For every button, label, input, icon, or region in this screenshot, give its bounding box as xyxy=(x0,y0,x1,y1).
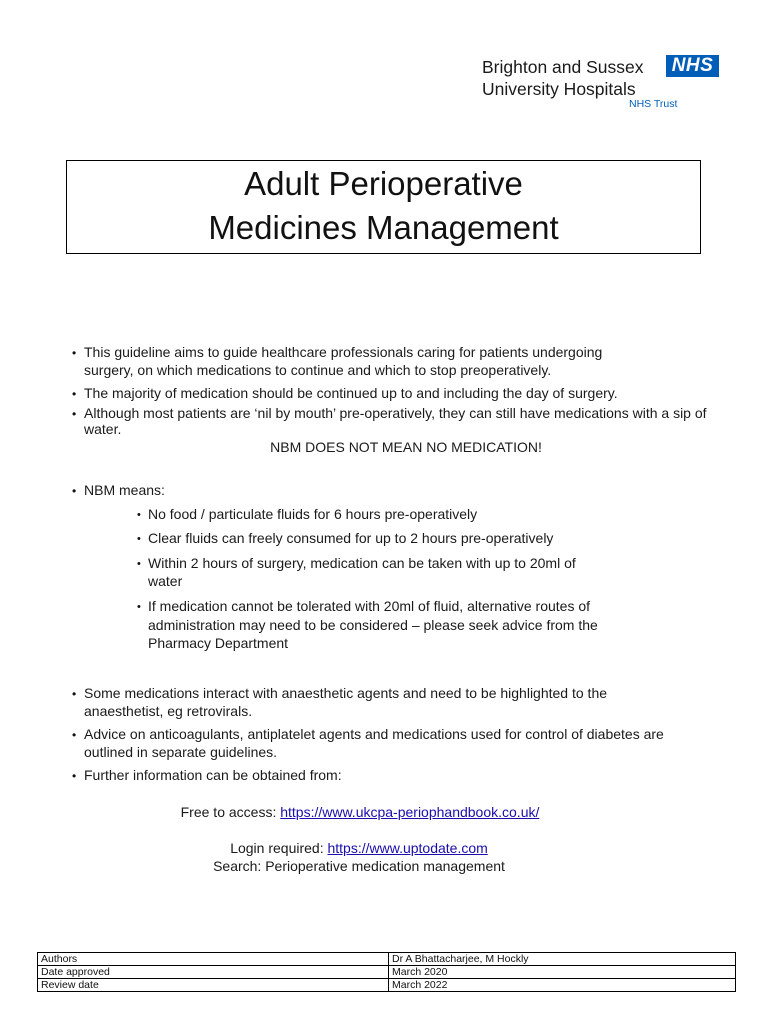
nbm-item-1-line-1: No food / particulate fluids for 6 hours pre-operatively xyxy=(148,506,478,522)
nbm-item-3-line-1: Within 2 hours of surgery, medication can be taken with up to 20ml of xyxy=(148,555,576,571)
nbm-item-4-line-2: administration may need to be considered – please seek advice from the xyxy=(148,617,598,633)
bullet-1-line-1: This guideline aims to guide healthcare professionals caring for patients undergoing xyxy=(84,344,603,360)
bullet-3-line-2: water. xyxy=(84,421,122,437)
bullet-2-line-1: The majority of medication should be continued up to and including the day of surgery. xyxy=(84,385,618,401)
bullet-4-line-1: Some medications interact with anaesthetic agents and need to be highlighted to the xyxy=(84,685,608,701)
meta-label: Authors xyxy=(38,953,389,966)
bullet-5-line-2: outlined in separate guidelines. xyxy=(84,744,278,760)
nbm-item-3-line-2: water xyxy=(148,573,183,589)
nbm-warning: NBM DOES NOT MEAN NO MEDICATION! xyxy=(270,439,542,455)
title-line-2: Medicines Management xyxy=(208,209,559,246)
bullet-5-line-1: Advice on anticoagulants, antiplatelet agents and medications used for control of diabetes are xyxy=(84,726,664,742)
title-box xyxy=(66,160,701,254)
hospital-logo xyxy=(482,54,722,116)
title-line-1: Adult Perioperative xyxy=(244,165,523,202)
sub-bullet-icon: • xyxy=(137,533,141,545)
login-line xyxy=(0,839,743,857)
table-row xyxy=(38,966,736,979)
bullet-icon: • xyxy=(72,407,77,421)
bullet-3-line-1: Although most patients are ‘nil by mouth’ pre-operatively, they can still have medications with a sip of xyxy=(84,405,707,421)
logo-trust: NHS Trust xyxy=(629,98,678,110)
nbm-item-4-line-1: If medication cannot be tolerated with 20ml of fluid, alternative routes of xyxy=(148,598,591,614)
table-row xyxy=(38,979,736,992)
nbm-item-4-line-3: Pharmacy Department xyxy=(148,635,289,651)
document-metadata-table xyxy=(37,952,736,992)
table-row xyxy=(38,953,736,966)
bullet-6-line-1: Further information can be obtained from: xyxy=(84,767,342,783)
bullet-icon: • xyxy=(72,387,77,401)
meta-value: Dr A Bhattacharjee, M Hockly xyxy=(389,953,736,966)
nbm-item-2-line-1: Clear fluids can freely consumed for up to 2 hours pre-operatively xyxy=(148,530,554,546)
bullet-4-line-2: anaesthetist, eg retrovirals. xyxy=(84,703,253,719)
bullet-icon: • xyxy=(72,769,77,783)
bullet-icon: • xyxy=(72,728,77,742)
meta-value: March 2022 xyxy=(389,979,736,992)
bullet-icon: • xyxy=(72,687,77,701)
login-label: Login required: xyxy=(230,840,328,856)
nbm-heading: NBM means: xyxy=(84,482,165,498)
meta-label: Review date xyxy=(38,979,389,992)
meta-value: March 2020 xyxy=(389,966,736,979)
sub-bullet-icon: • xyxy=(137,558,141,570)
bullet-icon: • xyxy=(72,484,77,498)
bullet-icon: • xyxy=(72,346,77,360)
logo-line-1: Brighton and Sussex xyxy=(482,57,644,77)
nhs-logo-icon: NHS xyxy=(666,55,719,77)
meta-label: Date approved xyxy=(38,966,389,979)
sub-bullet-icon: • xyxy=(137,601,141,613)
logo-line-2: University Hospitals xyxy=(482,79,636,99)
bullet-1-line-2: surgery, on which medications to continue and which to stop preoperatively. xyxy=(84,362,552,378)
search-instruction: Search: Perioperative medication management xyxy=(213,858,505,874)
free-access-link[interactable]: https://www.ukcpa-periophandbook.co.uk/ xyxy=(280,804,540,820)
login-link[interactable]: https://www.uptodate.com xyxy=(327,840,488,856)
free-access-line xyxy=(0,803,744,821)
sub-bullet-icon: • xyxy=(137,509,141,521)
free-access-label: Free to access: xyxy=(180,804,281,820)
